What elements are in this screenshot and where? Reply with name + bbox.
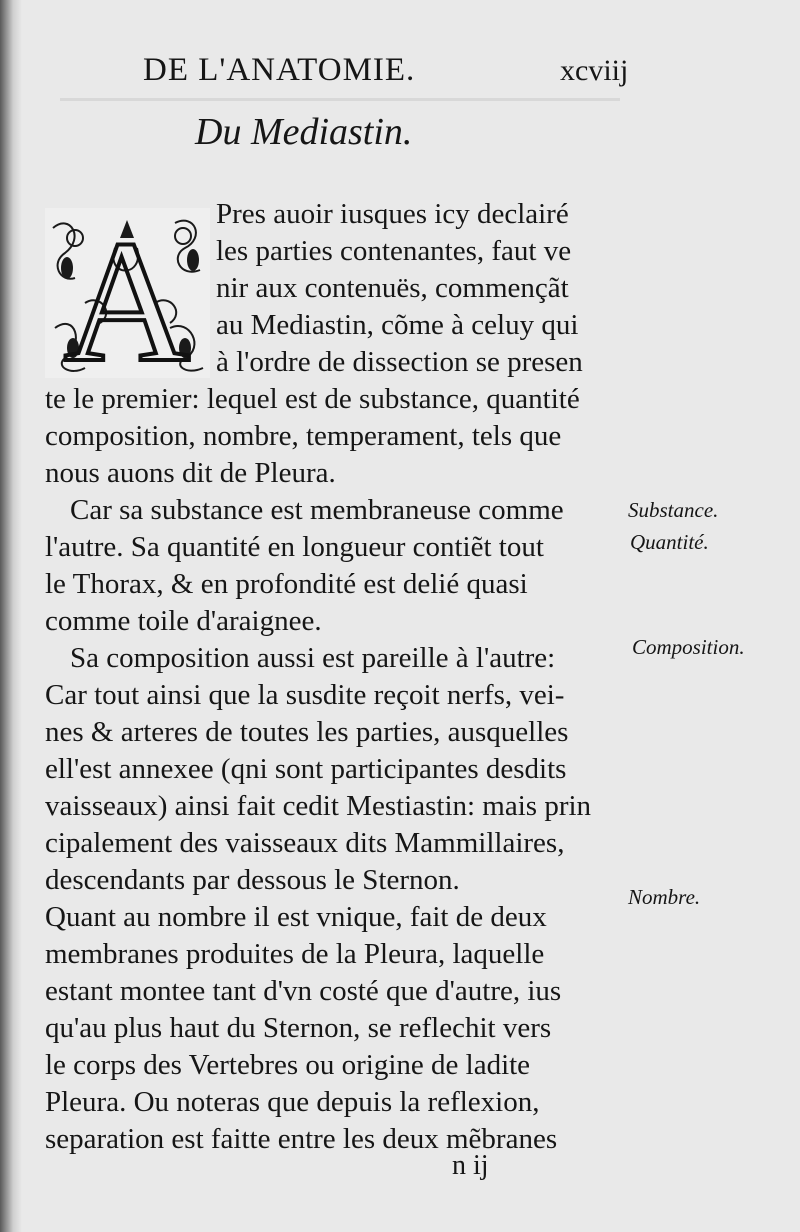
body-line: Car tout ainsi que la susdite reçoit nerfs, vei- [45, 679, 565, 711]
body-line: ell'est annexee (qni sont participantes desdits [45, 753, 567, 785]
body-line: separation est faitte entre les deux mẽbranes [45, 1123, 558, 1155]
folio-number: xcviij [560, 54, 629, 87]
body-line: comme toile d'araignee. [45, 605, 322, 637]
body-line: au Mediastin, cõme à celuy qui [216, 309, 579, 341]
body-line: membranes produites de la Pleura, laquelle [45, 938, 545, 970]
body-line: Pleura. Ou noteras que depuis la reflexion, [45, 1086, 540, 1118]
body-line: descendants par dessous le Sternon. [45, 864, 460, 896]
body-line: nir aux contenuës, commençãt [216, 272, 569, 304]
body-line: Car sa substance est membraneuse comme [70, 494, 564, 526]
body-line: le Thorax, & en profondité est delié quasi [45, 568, 528, 600]
body-line: nes & arteres de toutes les parties, ausquelles [45, 716, 569, 748]
body-line: vaisseaux) ainsi fait cedit Mestiastin: mais prin [45, 790, 592, 822]
margin-note-composition: Composition. [632, 635, 745, 659]
gutter-shadow [0, 0, 22, 1232]
body-line: Pres auoir iusques icy declairé [216, 198, 569, 230]
signature-mark: n ij [452, 1150, 489, 1181]
margin-note-quantite: Quantité. [630, 530, 709, 554]
body-line: nous auons dit de Pleura. [45, 457, 336, 489]
body-line: estant montee tant d'vn costé que d'autre, ius [45, 975, 562, 1007]
running-title: DE L'ANATOMIE. [143, 52, 416, 88]
margin-note-nombre: Nombre. [628, 885, 701, 909]
show-through-rule [60, 98, 620, 101]
body-line: qu'au plus haut du Sternon, se reflechit vers [45, 1012, 552, 1044]
body-line: à l'ordre de dissection se presen [216, 346, 583, 378]
body-line: Quant au nombre il est vnique, fait de deux [45, 901, 547, 933]
body-line: te le premier: lequel est de substance, quantité [45, 383, 580, 415]
chapter-title: Du Mediastin. [195, 111, 413, 153]
body-line: le corps des Vertebres ou origine de ladite [45, 1049, 531, 1081]
body-line: cipalement des vaisseaux dits Mammillaires, [45, 827, 565, 859]
margin-note-substance: Substance. [628, 498, 719, 522]
body-line: composition, nombre, temperament, tels que [45, 420, 562, 452]
ornamental-drop-cap [45, 208, 210, 378]
body-line: les parties contenantes, faut ve [216, 235, 572, 267]
body-line: Sa composition aussi est pareille à l'autre: [70, 642, 556, 674]
drop-cap-letter: A [63, 208, 191, 378]
floral-ornament-icon [45, 208, 210, 378]
body-line: l'autre. Sa quantité en longueur contiẽt tout [45, 531, 544, 563]
